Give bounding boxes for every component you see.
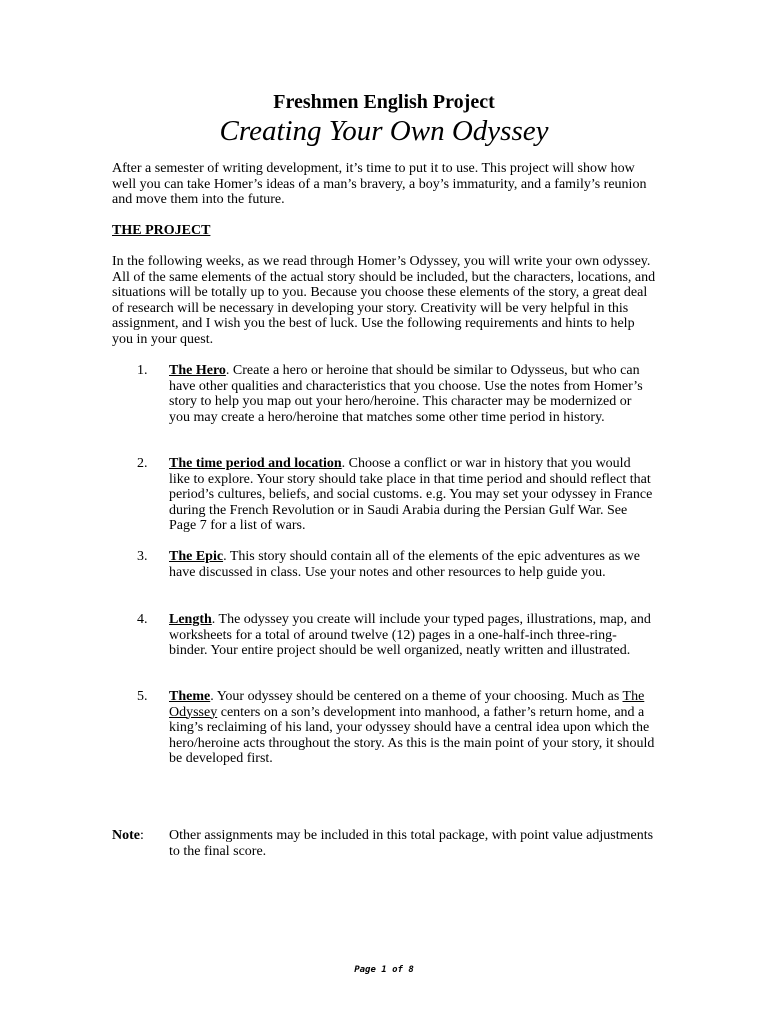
list-item-text — [169, 549, 655, 580]
list-item-description: . The odyssey you create will include your typed pages, illustrations, map, and worksheets for a total of around twelve (12) pages in a one-half-inch three-ring-binder. Your entire project should be well organized, neatly written and illustrated. — [169, 612, 651, 659]
list-item-term: Length — [169, 612, 212, 627]
list-item-number: 1. — [137, 363, 148, 378]
page-number-footer: Page 1 of 8 — [354, 965, 414, 975]
list-item-description: . This story should contain all of the elements of the epic adventures as we have discussed in class. Use your notes and other resources to help guide you. — [169, 549, 640, 580]
document-title: Freshmen English Project — [273, 91, 495, 113]
list-item-text — [169, 363, 655, 425]
list-item-description: . Your odyssey should be centered on a theme of your choosing. Much as — [210, 689, 623, 704]
list-item-number: 4. — [137, 612, 148, 627]
book-title-reference: The Odyssey — [169, 689, 645, 720]
intro-paragraph: After a semester of writing development, it’s time to put it to use. This project will show how well you can take Homer’s ideas of a man’s bravery, a boy’s immaturity, and a family’s reunion and move them into the future. — [112, 161, 647, 208]
list-item-term: The time period and location — [169, 456, 342, 471]
note-label: Note: — [112, 828, 144, 843]
document-subtitle: Creating Your Own Odyssey — [219, 115, 549, 147]
section-heading-project: THE PROJECT — [112, 223, 211, 238]
list-item-text — [169, 612, 655, 659]
note-text: Other assignments may be included in this total package, with point value adjustments to the final score. — [169, 828, 654, 859]
list-item-number: 3. — [137, 549, 148, 564]
list-item-description-continued: centers on a son’s development into manhood, a father’s return home, and a king’s reclaiming of his land, your odyssey should have a central idea upon which the hero/heroine acts throughout the story. As this is the main point of your story, it should be developed first. — [169, 704, 655, 767]
list-item-number: 5. — [137, 689, 148, 704]
list-item-description: . Create a hero or heroine that should be similar to Odysseus, but who can have other qualities and characteristics that you choose. Use the notes from Homer’s story to help you map out your hero/heroine. This character may be modernized or you may create a hero/heroine that matches some other time period in history. — [169, 363, 643, 425]
list-item-term: Theme — [169, 689, 211, 704]
list-item-term: The Hero — [169, 363, 226, 378]
list-item-term: The Epic — [169, 549, 224, 564]
list-item-description: . Choose a conflict or war in history that you would like to explore. Your story should take place in that time period and should reflect that period’s cultures, beliefs, and social customs. e.g. You may set your odyssey in France during the French Revolution or in Saudi Arabia during the Persian Gulf War. See Page 7 for a list of wars. — [169, 456, 653, 534]
project-paragraph: In the following weeks, as we read through Homer’s Odyssey, you will write your own odyssey. All of the same elements of the actual story should be included, but the characters, locations, and situations will be totally up to you. Because you choose these elements of the story, a great deal of research will be necessary in developing your story. Creativity will be very helpful in this assignment, and I wish you the best of luck. Use the following requirements and hints to help you in your quest. — [112, 254, 656, 347]
list-item-text — [169, 689, 655, 767]
list-item-number: 2. — [137, 456, 148, 471]
list-item-text — [169, 456, 655, 534]
